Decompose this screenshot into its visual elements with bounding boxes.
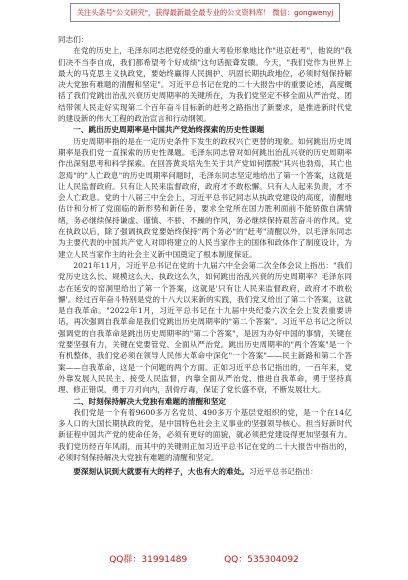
document-body xyxy=(58,34,352,478)
closing-bold-text: 要深刻认识到大就要有大的样子，大也有大的难处。 xyxy=(73,467,249,477)
section-2-paragraph-1: 我们党是一个有着9600多万名党员、490多万个基层党组织的党，是一个在14亿多人口的大国长期执政的党，是中国特色社会主义事业的坚强领导核心。担当好新时代新征程中国共产党的使命任务，必须有更好的面貌，就必须把党建设得更加坚强有力。我们党历经百年风雨，而其中的关键则正加习近平总书记在党的二十大报告中指出的，必须时刻保持解决大党独有难题的清醒和坚定。 xyxy=(58,407,352,462)
qq-group-label: QQ群：31991489 xyxy=(109,555,188,565)
salutation: 同志们： xyxy=(58,35,89,44)
section-1-heading: 一、跳出历史周期率是中国共产党始终探索的历史性课题 xyxy=(73,125,265,135)
contact-footer xyxy=(0,552,408,565)
closing-paragraph xyxy=(58,466,352,477)
section-1-paragraph-2: 2021年11月，习近平总书记在党的十九届六中全会第二次全体会议上指出："我们党历史这么长、规模这么大、执政这么久，如何跳出治乱兴衰的历史周期率？毛泽东同志在延安的窑洞里给出了第一个答案，这就是'只有让人民来监督政府，政府才不敢松懈'。经过百年奋斗特别是党的十八大以来新的实践，我们党又给出了第二个答案，这就是自我革命。"2022年1月，习近平总书记在十九届中央纪委六次全会上发表重要讲话，再次强调自我革命是我们党跳出历史周期率的"第二个答案"。习近平总书记之所以强调党的自我革命是跳出历史周期率的"第二个答案"，是因为办好中国的事情，关键在党要坚强有力，关键在党要管党、全面从严治党。跳出历史周期率的"两个答案"是一个有机整体，我们党必须在领导人民伟大革命中深化"一个答案"——民主新路和第二个答案——自我革命，这是一个问题的两个方面。正如习近平总书记指出的，一百年来，党外靠发展人民民主、接受人民监督，内靠全面从严治党、推进自我革命，勇于坚持真理、修正错误，勇于刀刃向内，刮骨疗毒，保证了党长盛不衰，不断发展壮大。 xyxy=(58,260,352,395)
qq-number-label: QQ：535304092 xyxy=(224,555,299,565)
intro-paragraph: 在党的历史上，毛泽东同志把党经受的重大考验形象地比作"进京赶考"，他说的"我们决不当李自成，我们都希望考个好成绩"这句话振聋发聩。今天，"我们党作为世界上最大的马克思主义执政党，要始终赢得人民拥护、巩固长期执政地位，必须时刻保持解决大党独有难题的清醒和坚定"。习近平总书记在党的二十大报告中的重要论述，高度概括了我们党跳出治乱兴衰历史周期率的关键所在，为我们党坚定不移全面从严治党、团结带领人民走好实现第二个百年奋斗目标新的赶考之路指出了新要求，是推进新时代党的建设新的伟大工程的政治宣言和行动纲领。 xyxy=(58,46,353,124)
section-1-paragraph-1: 历史周期率指的是在一定历史条件下发生的政权兴亡更替的现象。如何跳出历史周期率是我们党一直探索的历史性课题。毛泽东同志曾对如何跳出治乱兴衰的历史周期率作出深刻思考和科学探索。在回答黄炎培先生关于共产党如何摆脱"其兴也勃焉，其亡也忽焉"的"人亡政息"的历史周期率问题时，毛泽东同志坚定地给出了第一个答案，这就是让人民监督政府。只有让人民来监督政府，政府才不敢松懈。只有人人起来负责，才不会人亡政息。党的十八届三中全会上，习近平总书记同志从执政党建设的高度，清醒地估计和分析了党面临的新形势和新任务，要求全党所在国力胜利面前不能骄傲自满情绪，务必继续保持谦虚、谨慎、不骄、不躁的作风，务必继续保持艰苦奋斗的作风。党在执政以后，除了强调执政党要始终保持"两个务必"的"赶考"清醒以外，以毛泽东同志为主要代表的中国共产党人对即将建立的人民当家作主的国体和政体作了制度设计，为建立人民当家作主的社会主义新中国奠定了根本制度保证。 xyxy=(58,136,353,259)
closing-tail-text: 习近平总书记指出： xyxy=(249,467,318,477)
section-2-heading: 二、时刻保持解决大党独有难题的清醒和坚定 xyxy=(73,396,227,406)
source-banner: 关注头条号"公文研究"，获得最新最全最专业的公文资料库！ 微信：gongwenyj xyxy=(70,3,340,22)
